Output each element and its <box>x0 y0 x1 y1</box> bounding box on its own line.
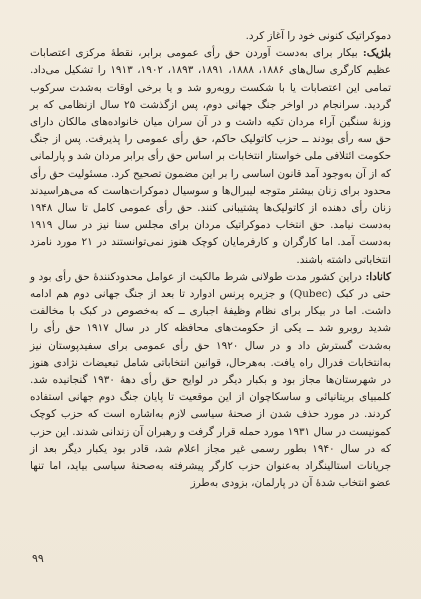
paragraph-belgium <box>30 45 391 269</box>
page-body <box>30 28 391 492</box>
paragraph-text: دراین کشور مدت طولانی شرط مالکیت از عوامل محدودکنندهٔ حق رأی بود و حتی در کبک (Qubec) و جزیره پرنس ادوارد تا بعد از جنگ جهانی دوم هم ادامه داشت. اما در بیکار برای نظام وظیفهٔ اجباری ــ که به‌خصوص در کبک با مخالفت شدید روبرو شد ــ یکی از حکومت‌های محافظه کار در سال ۱۹۱۷ حق رأی را به‌شدت گسترش داد و در سال ۱۹۲۰ حق رأی عمومی برای سفیدپوستان نیز به‌انتخابات فدرال راه یافت. به‌هرحال، قوانین انتخاباتی شامل تبعیضات نژادی هنوز در شهرستان‌ها مجاز بود و بکبار دیگر در لوایح حق رأی دههٔ ۱۹۳۰ گنجانیده شد. کلمبیای بریتانیائی و ساسکاچوان از این موقعیت تا پایان جنگ دوم جهانی استفاده کردند. در مورد حذف شدن از صحنهٔ سیاسی لازم به‌اشاره است که حزب کوچک کمونیست در سال ۱۹۳۱ مورد حمله قرار گرفت و رهبران آن زندانی شدند. این حزب که در سال ۱۹۴۰ بطور رسمی غیر مجاز اعلام شد، قادر بود یکبار دیگر بعد از جریانات استالینگراد به‌عنوان حزب کارگر پیشرفته به‌صحنهٔ سیاسی بیاید، اما تنها عضو انتخاب شدهٔ آن در پارلمان، بزودی به‌طرز <box>30 270 392 490</box>
section-heading-belgium: بلژیک: <box>362 47 391 60</box>
paragraph-text: بیکار برای به‌دست آوردن حق رأی عمومی برابر، نقطهٔ مرکزی اعتصابات عظیم کارگری سال‌های ۱۸۸۶، ۱۸۸۸، ۱۸۹۱، ۱۸۹۳، ۱۹۰۲، ۱۹۱۳ را تشکیل می‌داد. تمامی این اعتصابات یا با شکست روبه‌رو شد و یا برخی اوقات به‌شدت سرکوب گردید. سرانجام در اواخر جنگ جهانی دوم، پس ازگذشت ۲۵ سال ازنظامی که بر وزنهٔ سنگین آراء مردان تکیه داشت و در آن سران میان خانواده‌های مالکان دارای حق سه رأی بودند ــ حزب کاتولیک حاکم، حق رأی عمومی را پذیرفت. پس از جنگ حکومت ائتلافی ملی خواستار انتخابات بر اساس حق رأی برابر مردان شد و پارلمانی که از آن به‌وجود آمد قانون اساسی را بر این مضمون تصحیح کرد. مسئولیت حق رأی محدود برای زنان بیشتر متوجه لیبرال‌ها و سوسیال دموکرات‌هاست که می‌هراسیدند زنان رأی دهنده از کاتولیک‌ها پشتیبانی کنند. حق رأی عمومی کامل تا سال ۱۹۴۸ به‌دست نیامد. حق انتخاب دموکراتیک مردان برای مجلس سنا نیز در سال ۱۹۱۹ به‌دست آمد. اما کارگران و کارفرمایان کوچک هنوز نمی‌توانستند در ۲۱ مورد نامزد انتخاباتی داشته باشند. <box>30 47 392 266</box>
section-heading-canada: کانادا: <box>365 270 391 283</box>
paragraph-intro <box>30 28 391 45</box>
paragraph-canada <box>30 269 391 493</box>
page-number: ۹۹ <box>32 552 44 565</box>
paragraph-text: دموکراتیک کنونی خود را آغاز کرد. <box>245 30 391 42</box>
